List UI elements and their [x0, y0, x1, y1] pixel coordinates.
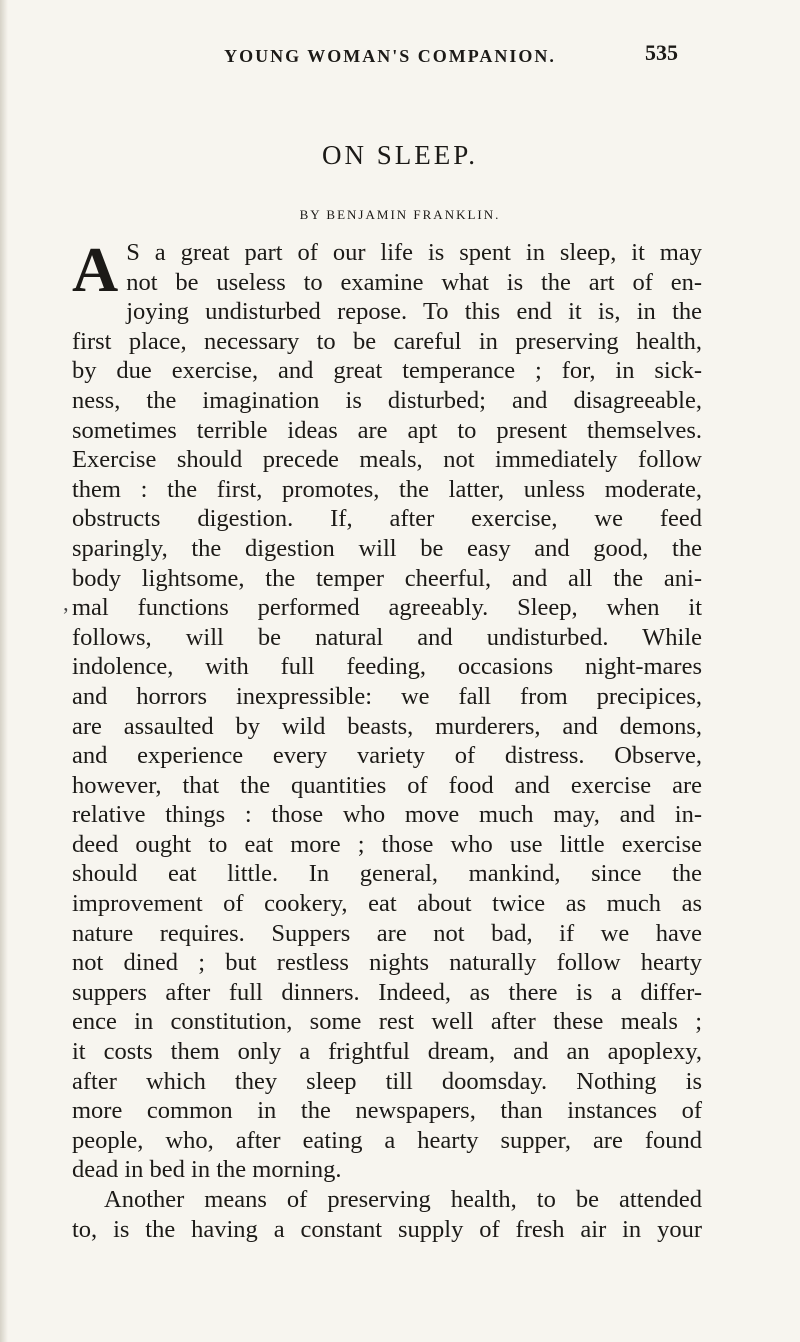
body-line: sparingly, the digestion will be easy and good, the [72, 534, 702, 562]
body-line: improvement of cookery, eat about twice as much as [72, 890, 702, 918]
body-line: it costs them only a frightful dream, and an apoplexy, [72, 1038, 702, 1066]
body-line: not be useless to examine what is the art of en- [126, 268, 702, 296]
body-line: obstructs digestion. If, after exercise, we feed [72, 505, 702, 533]
body-line: body lightsome, the temper cheerful, and all the ani- [72, 564, 702, 592]
drop-cap: A [72, 234, 119, 305]
body-line: first place, necessary to be careful in preserving health, [72, 327, 702, 355]
body-line: Another means of preserving health, to be attended [104, 1186, 702, 1213]
body-line: by due exercise, and great temperance ; for, in sick- [72, 357, 702, 385]
body-line: however, that the quantities of food and exercise are [72, 771, 702, 799]
print-blemish-icon: ʼ [62, 603, 70, 628]
article-body [72, 234, 702, 1244]
body-line: ence in constitution, some rest well after these meals ; [72, 1008, 702, 1036]
body-line: Exercise should precede meals, not immediately follow [72, 446, 702, 474]
body-line: are assaulted by wild beasts, murderers, and demons, [72, 712, 702, 740]
body-line: deed ought to eat more ; those who use little exercise [72, 830, 702, 858]
body-line: and experience every variety of distress. Observe, [72, 742, 702, 770]
body-line: S a great part of our life is spent in sleep, it may [126, 239, 702, 266]
page-edge-shadow [0, 0, 8, 1342]
body-line: not dined ; but restless nights naturally follow hearty [72, 949, 702, 977]
body-line: after which they sleep till doomsday. Nothing is [72, 1067, 702, 1095]
body-line: more common in the newspapers, than instances of [72, 1097, 702, 1125]
body-line: them : the first, promotes, the latter, unless moderate, [72, 475, 702, 503]
body-line: joying undisturbed repose. To this end it is, in the [126, 298, 702, 326]
body-line: ness, the imagination is disturbed; and disagreeable, [72, 386, 702, 414]
article-byline: BY BENJAMIN FRANKLIN. [299, 207, 501, 222]
body-line: and horrors inexpressible: we fall from precipices, [72, 682, 702, 710]
body-line: should eat little. In general, mankind, since the [72, 860, 702, 888]
body-line: indolence, with full feeding, occasions night-mares [72, 653, 702, 681]
body-line: follows, will be natural and undisturbed. While [72, 623, 702, 651]
body-line: nature requires. Suppers are not bad, if we have [72, 919, 702, 947]
body-line: dead in bed in the morning. [72, 1156, 342, 1184]
body-line: to, is the having a constant supply of fresh air in your [72, 1215, 702, 1243]
page-number: 535 [645, 40, 678, 65]
body-line: people, who, after eating a hearty supper, are found [72, 1126, 702, 1154]
running-head: YOUNG WOMAN'S COMPANION. [224, 46, 556, 66]
article-title: ON SLEEP. [321, 140, 478, 170]
body-line: sometimes terrible ideas are apt to present themselves. [72, 416, 702, 444]
body-line: mal functions performed agreeably. Sleep, when it [72, 594, 702, 622]
body-line: relative things : those who move much may, and in- [72, 801, 702, 829]
body-line: suppers after full dinners. Indeed, as there is a differ- [72, 978, 702, 1006]
